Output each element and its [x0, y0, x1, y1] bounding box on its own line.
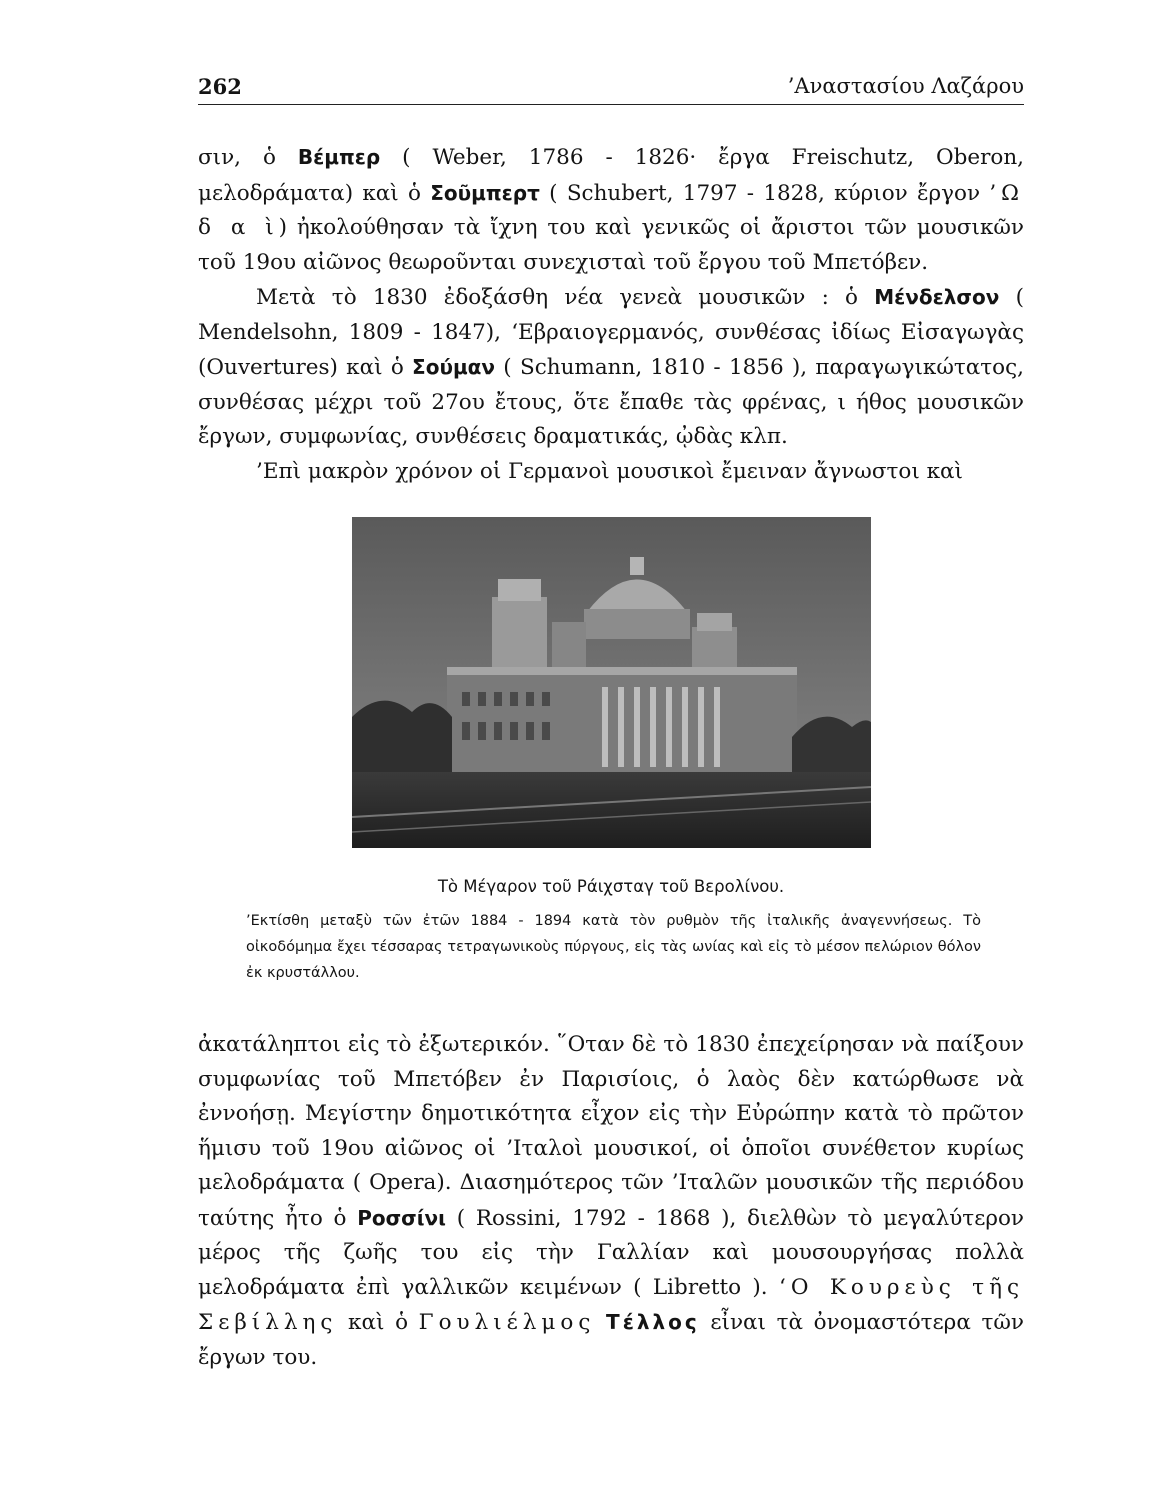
- text-run: [595, 1310, 606, 1335]
- work-title: Γουλιέλμος: [418, 1310, 596, 1335]
- text-run: καὶ ὁ: [337, 1310, 419, 1335]
- caption-text: ’Εκτίσθη μεταξὺ τῶν ἐτῶν 1884 - 1894 κατὰ τὸν ρυθμὸν τῆς ἰταλικῆς ἀναγεννήσεως. Τὸ οἰκοδόμημα ἔχει τέσσαρας τετραγωνικοὺς πύργους, εἰς τὰς ωνίας καὶ εἰς τὸ μέσον πελώριον θόλον ἐκ κρυστάλλου.: [246, 913, 981, 981]
- page-header: [198, 74, 1024, 105]
- work-title: ‘Ο Κουρεὺς τῆς Σεβίλλης: [198, 1274, 1024, 1335]
- composer-name: Ροσσίνι: [357, 1205, 446, 1230]
- paragraph-4: [198, 1028, 1024, 1375]
- composer-name: Σοῦμπερτ: [430, 180, 540, 205]
- body-text-top: [198, 140, 1024, 489]
- body-text-bottom: [198, 1028, 1024, 1375]
- paragraph-1: [198, 140, 1024, 280]
- text-run: Μετὰ τὸ 1830 ἐδοξάσθη νέα γενεὰ μουσικῶν : ὁ: [256, 285, 875, 310]
- figure-caption-title: Τὸ Μέγαρον τοῦ Ράιχσταγ τοῦ Βερολίνου.: [437, 877, 785, 896]
- text-run: ( Weber, 1786 - 1826· ἔργα Freischutz, Oberon, μελοδράματα) καὶ ὁ: [198, 145, 1024, 206]
- text-run: ) ἠκολούθησαν τὰ ἴχνη του καὶ γενικῶς οἱ ἄριστοι τῶν μουσικῶν τοῦ 19ου αἰῶνος θεωροῦνται συνεχισταὶ τοῦ ἔργου τοῦ Μπετόβεν.: [198, 215, 1024, 275]
- composer-name: Βέμπερ: [297, 145, 381, 169]
- paragraph-3: ’Επὶ μακρὸν χρόνον οἱ Γερμανοὶ μουσικοὶ ἔμειναν ἄγνωστοι καὶ: [256, 458, 963, 484]
- text-run: ( Schubert, 1797 - 1828, κύριον ἔργον: [539, 180, 990, 206]
- text-run: εἶναι τὰ ὀνομαστότερα τῶν ἔργων του.: [198, 1310, 1024, 1370]
- text-run: ( Mendelsohn, 1809 - 1847), ‘Εβραιογερμανός, συνθέσας ἰδίως Εἰσαγωγὰς (Ouvertures) καὶ ὁ: [198, 285, 1024, 380]
- composer-name: Μένδελσον: [874, 285, 1000, 309]
- work-title: Τέλλος: [606, 1310, 700, 1334]
- text-run: ( Rossini, 1792 - 1868 ), διελθὼν τὸ μεγαλύτερον μέρος τῆς ζωῆς του εἰς τὴν Γαλλίαν καὶ μουσουργήσας πολλὰ μελοδράματα ἐπὶ γαλλικῶν κειμένων ( Libretto ).: [198, 1205, 1024, 1300]
- text-run: σιν, ὁ: [198, 145, 298, 170]
- reichstag-photo: [352, 517, 871, 848]
- text-run: ( Schumann, 1810 - 1856 ), παραγωγικώτατος, συνθέσας μέχρι τοῦ 27ου ἔτους, ὅτε ἔπαθε τὰς φρένας, ι ήθος μουσικῶν ἔργων, συμφωνίας, συνθέσεις δραματικάς, ᾠδὰς κλπ.: [198, 355, 1024, 449]
- work-title: ’Ω δ α ὶ: [198, 180, 1024, 240]
- page-number: 262: [198, 74, 242, 99]
- reichstag-building-image: [352, 517, 871, 848]
- paragraph-2: [198, 280, 1024, 455]
- text-run: ἀκατάληπτοι εἰς τὸ ἐξωτερικόν. ῞Οταν δὲ τὸ 1830 ἐπεχείρησαν νὰ παίξουν συμφωνίας τοῦ Μπετόβεν ἐν Παρισίοις, ὁ λαὸς δὲν κατώρθωσε νὰ ἐννοήσῃ. Μεγίστην δημοτικότητα εἶχον εἰς τὴν Εὐρώπην κατὰ τὸ πρῶτον ἥμισυ τοῦ 19ου αἰῶνος οἱ ’Ιταλοὶ μουσικοί, οἱ ὁποῖοι συνέθετον κυρίως μελοδράματα ( Opera). Διασημότερος τῶν ’Ιταλῶν μουσικῶν τῆς περιόδου ταύτης ἦτο ὁ: [198, 1032, 1024, 1231]
- running-head: ’Αναστασίου Λαζάρου: [787, 74, 1024, 98]
- figure-caption-body: [246, 908, 981, 986]
- composer-name: Σούμαν: [412, 355, 496, 379]
